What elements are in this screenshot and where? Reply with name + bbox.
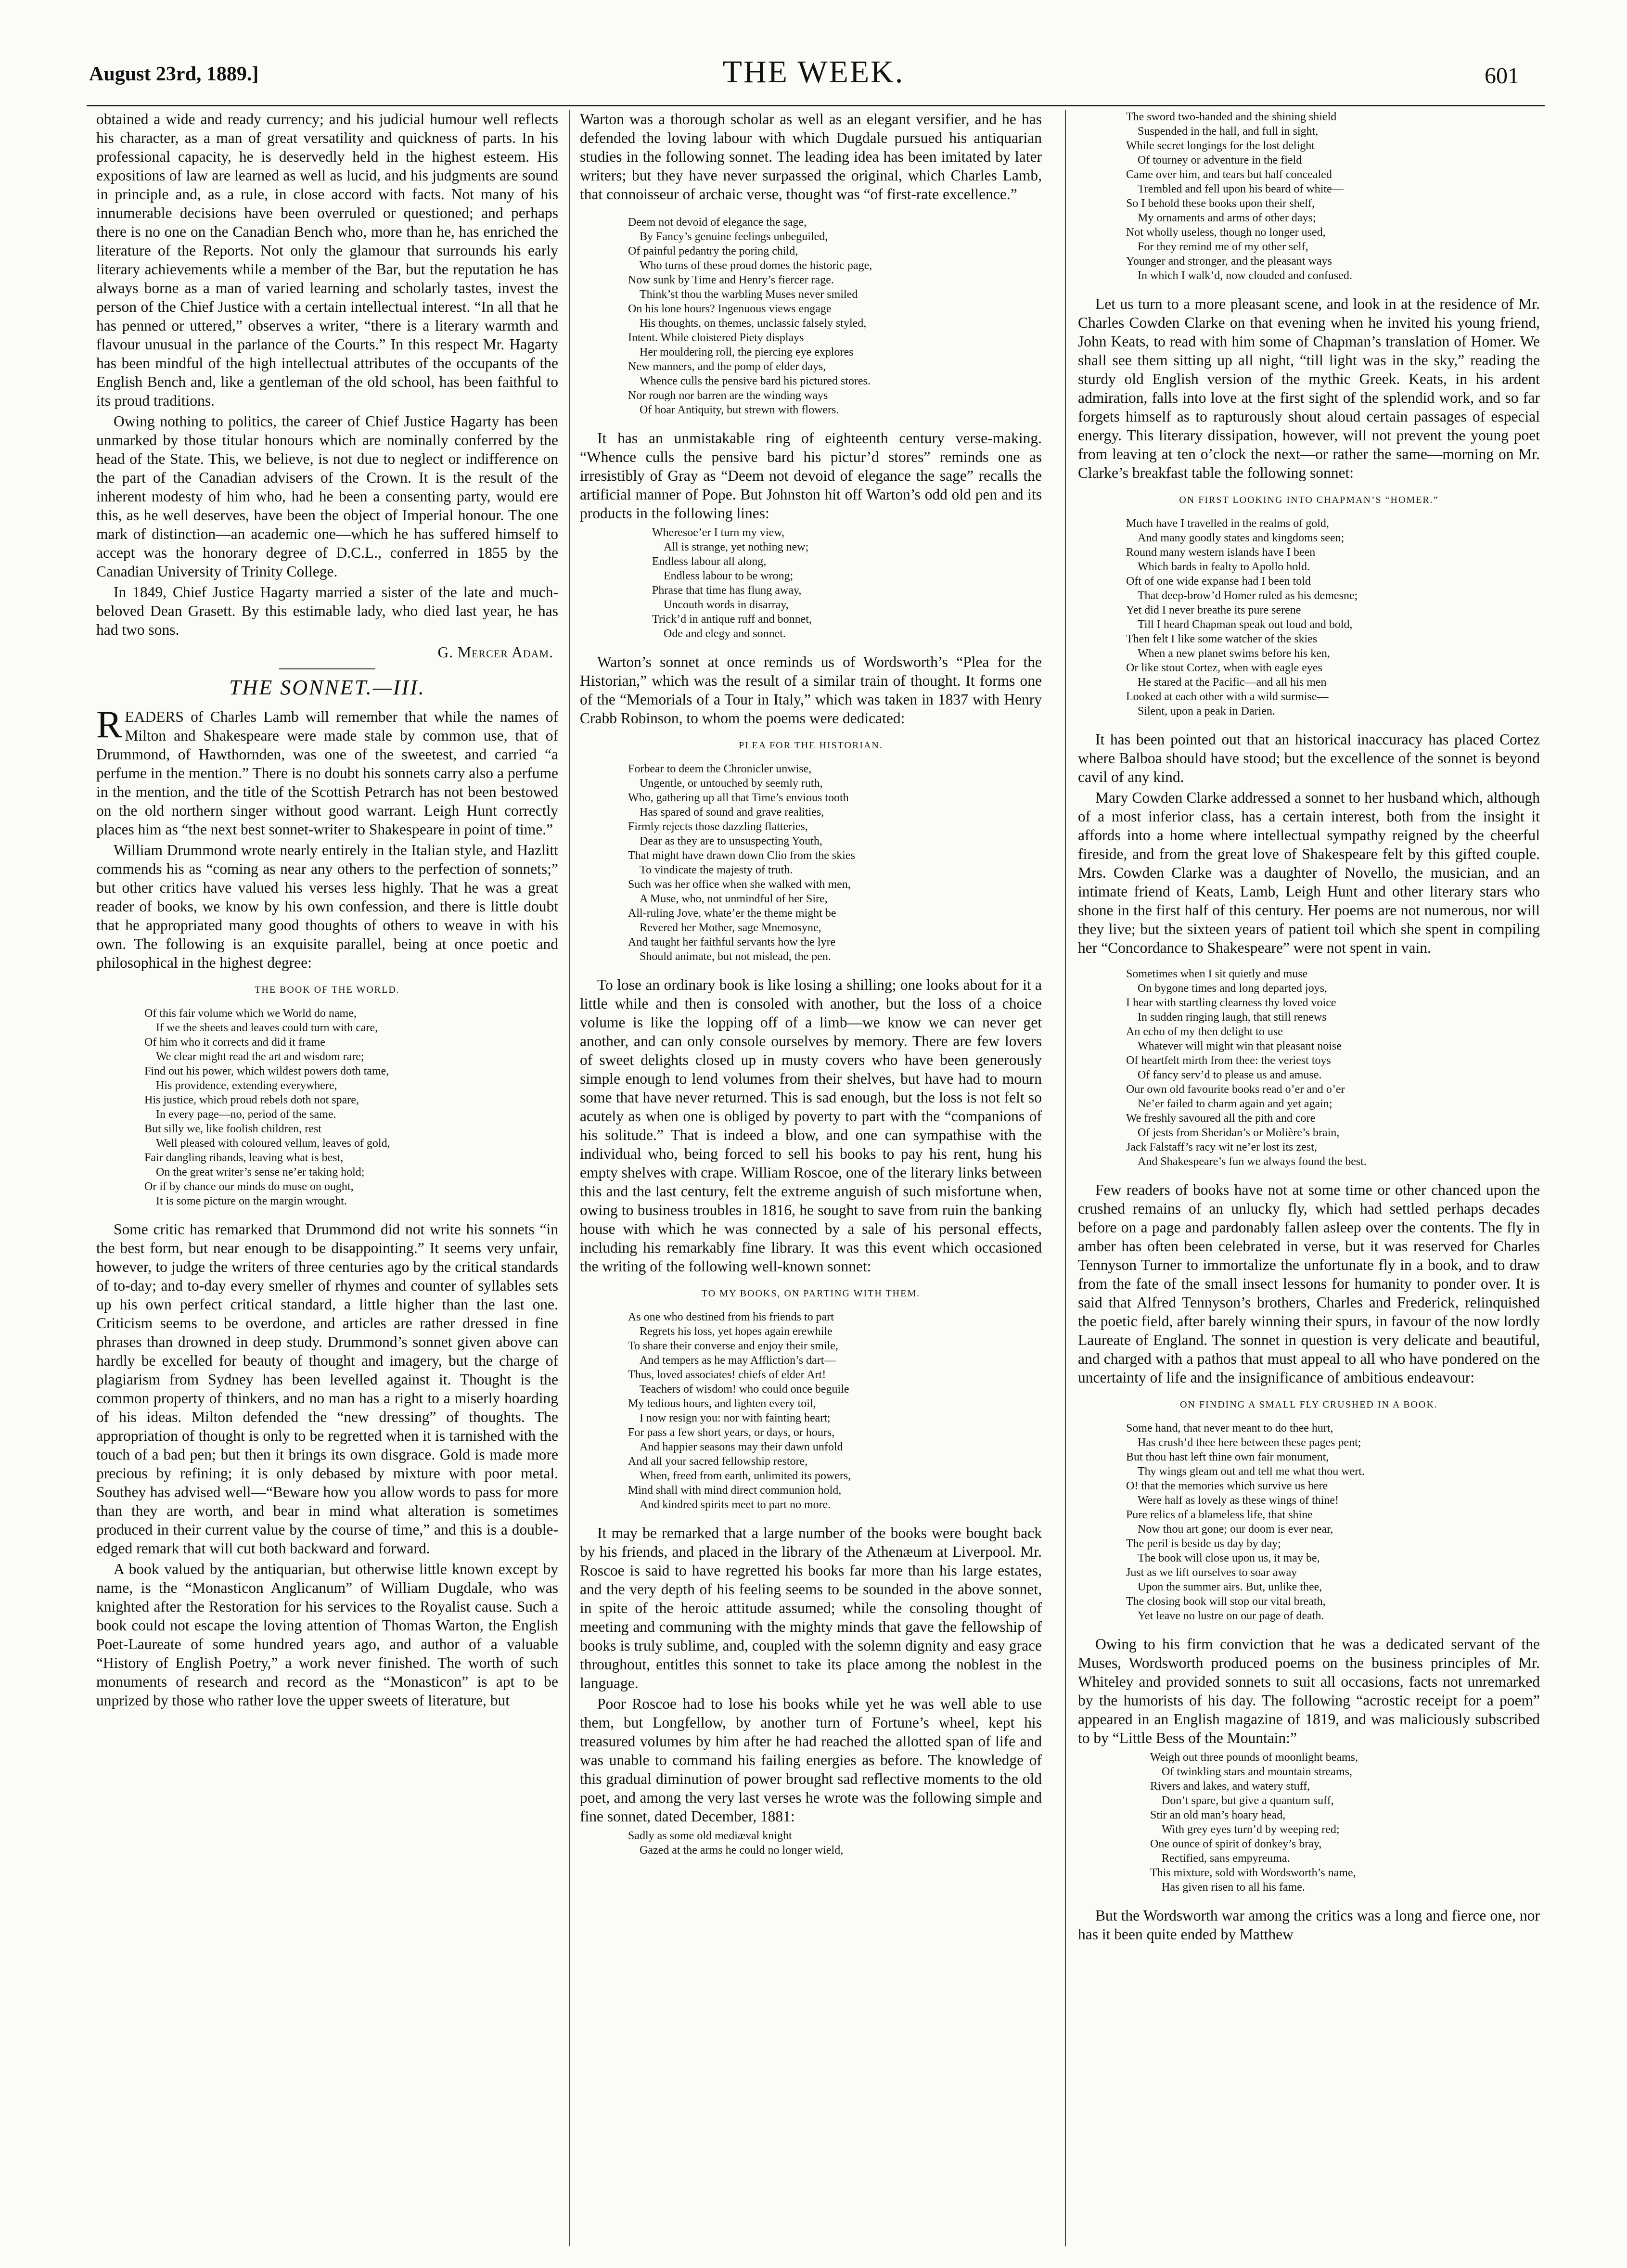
poem-line: And taught her faithful servants how the lyre bbox=[628, 936, 836, 948]
poem-line: Of heartfelt mirth from thee: the veriest toys bbox=[1126, 1054, 1331, 1067]
poem-line: All is strange, yet nothing new; bbox=[664, 541, 809, 553]
paragraph: It has been pointed out that an historical inaccuracy has placed Cortez where Balboa should have stood; but the excellence of the sonnet is beyond cavil of any kind. bbox=[1078, 731, 1540, 785]
poem-line: Till I heard Chapman speak out loud and bold, bbox=[1138, 618, 1353, 631]
poem bbox=[628, 1829, 1042, 1858]
paragraph: Poor Roscoe had to lose his books while yet he was well able to use them, but Longfellow, by another turn of Fortune’s wheel, kept his treasured volumes by him after he had reached the allotted span of life and was unable to command his failing energies as before. The knowledge of this gradual diminution of power brought sad reflective moments to the old poet, and among the very last verses he wrote was the following simple and fine sonnet, dated December, 1881: bbox=[580, 1695, 1042, 1825]
poem-line: My ornaments and arms of other days; bbox=[1138, 212, 1316, 224]
paragraph: Owing to his firm conviction that he was a dedicated servant of the Muses, Wordsworth produced poems on the business principles of Mr. Whiteley and provided sonnets to suit all occasions, facts not unremarked by the humorists of his day. The following “acrostic receipt for a poem” appeared in an English magazine of 1819, and was maliciously subscribed to by “Little Bess of the Mountain:” bbox=[1078, 1636, 1540, 1746]
poem-line: Younger and stronger, and the pleasant ways bbox=[1126, 255, 1332, 268]
poem-line: For they remind me of my other self, bbox=[1138, 241, 1308, 253]
poem-line: The peril is beside us day by day; bbox=[1126, 1538, 1281, 1550]
poem-line: Her mouldering roll, the piercing eye explores bbox=[640, 346, 854, 359]
poem-line: His providence, extending everywhere, bbox=[156, 1079, 337, 1092]
poem-line: Silent, upon a peak in Darien. bbox=[1138, 705, 1275, 718]
poem-line: Round many western islands have I been bbox=[1126, 546, 1316, 559]
poem-line: Suspended in the hall, and full in sight, bbox=[1138, 125, 1319, 138]
poem-line: His justice, which proud rebels doth not spare, bbox=[144, 1094, 359, 1106]
poem-line: An echo of my then delight to use bbox=[1126, 1025, 1283, 1038]
poem-line: Or like stout Cortez, when with eagle eyes bbox=[1126, 662, 1322, 674]
poem-line: And many goodly states and kingdoms seen; bbox=[1138, 532, 1345, 544]
poem-line: With grey eyes turn’d by weeping red; bbox=[1162, 1823, 1340, 1836]
poem-line: We clear might read the art and wisdom rare; bbox=[156, 1051, 364, 1063]
poem-line: Trembled and fell upon his beard of white— bbox=[1138, 183, 1344, 195]
poem-line: Forbear to deem the Chronicler unwise, bbox=[628, 763, 812, 775]
poem-line: For pass a few short years, or days, or hours, bbox=[628, 1426, 835, 1439]
poem-line: While secret longings for the lost delight bbox=[1126, 140, 1315, 152]
poem-line: Uncouth words in disarray, bbox=[664, 599, 789, 611]
poem-line: Of jests from Sheridan’s or Molière’s brain, bbox=[1138, 1127, 1340, 1139]
poem-line: Looked at each other with a wild surmise— bbox=[1126, 691, 1329, 703]
poem bbox=[628, 215, 1042, 417]
column-1 bbox=[96, 110, 558, 2256]
poem-line: Find out his power, which wildest powers doth tame, bbox=[144, 1065, 389, 1077]
poem-line: A Muse, who, not unmindful of her Sire, bbox=[640, 893, 828, 905]
author-signature: G. Mercer Adam. bbox=[437, 644, 553, 661]
poem-line: Phrase that time has flung away, bbox=[652, 584, 802, 597]
poem-line: So I behold these books upon their shelf, bbox=[1126, 197, 1315, 210]
poem-line: Not wholly useless, though no longer used, bbox=[1126, 226, 1326, 239]
poem-line: Ungentle, or untouched by seemly ruth, bbox=[640, 777, 823, 790]
poem-line: And Shakespeare’s fun we always found the best. bbox=[1138, 1155, 1367, 1168]
poem-line: Thy wings gleam out and tell me what thou wert. bbox=[1138, 1465, 1365, 1478]
poem-line: Of painful pedantry the poring child, bbox=[628, 245, 798, 257]
poem-line: I hear with startling clearness thy loved voice bbox=[1126, 997, 1336, 1009]
poem-line: Well pleased with coloured vellum, leaves of gold, bbox=[156, 1137, 390, 1150]
paragraph: William Drummond wrote nearly entirely in the Italian style, and Hazlitt commends his as “coming as near any others to the perfection of sonnets;” but other critics have valued his verses less highly. That he was a great reader of books, we know by his own confession, and there is little doubt that he appropriated many good thoughts of others to weave in with his own. The following is an exquisite parallel, being at once poetic and philosophical in the highest degree: bbox=[96, 842, 558, 971]
poem-line: And tempers as he may Affliction’s dart— bbox=[640, 1354, 836, 1367]
poem-line: Ne’er failed to charm again and yet again; bbox=[1138, 1098, 1332, 1110]
poem-line: Rivers and lakes, and watery stuff, bbox=[1150, 1780, 1310, 1793]
column-3 bbox=[1078, 110, 1540, 2256]
poem-line: When, freed from earth, unlimited its powers, bbox=[640, 1470, 851, 1482]
poem-line: Some hand, that never meant to do thee hurt, bbox=[1126, 1422, 1333, 1435]
poem-line: Teachers of wisdom! who could once beguile bbox=[640, 1383, 849, 1396]
poem-line: But silly we, like foolish children, rest bbox=[144, 1123, 321, 1135]
poem-line: As one who destined from his friends to part bbox=[628, 1311, 834, 1323]
column-divider bbox=[1065, 110, 1066, 2246]
poem bbox=[628, 1310, 1042, 1512]
poem-line: Whence culls the pensive bard his pictured stores. bbox=[640, 375, 871, 387]
poem-title: ON FIRST LOOKING INTO CHAPMAN’S “HOMER.” bbox=[1179, 495, 1439, 505]
poem-line: Who turns of these proud domes the historic page, bbox=[640, 259, 872, 272]
poem-line: One ounce of spirit of donkey’s bray, bbox=[1150, 1838, 1322, 1850]
poem-line: Sadly as some old mediæval knight bbox=[628, 1830, 792, 1842]
poem bbox=[628, 762, 1042, 964]
poem-line: Intent. While cloistered Piety displays bbox=[628, 332, 804, 344]
poem-line: Regrets his loss, yet hopes again erewhile bbox=[640, 1325, 833, 1338]
poem-line: Endless labour to be wrong; bbox=[664, 570, 794, 582]
poem-line: I now resign you: nor with fainting heart; bbox=[640, 1412, 831, 1424]
poem-line: Nor rough nor barren are the winding ways bbox=[628, 389, 828, 402]
poem-line: The sword two-handed and the shining shield bbox=[1126, 111, 1337, 123]
poem-line: Then felt I like some watcher of the skies bbox=[1126, 633, 1318, 645]
poem-line: Stir an old man’s hoary head, bbox=[1150, 1809, 1286, 1821]
paragraph: To lose an ordinary book is like losing a shilling; one looks about for it a little while and then is consoled with another, but the loss of a choice volume is like the lopping off of a limb—we know we can never get another, and can only console ourselves by memory. There are few lovers of sweet delights closed up in musty covers who have been generously simple enough to lend volumes from their shelves, but have had to mourn some that have never returned. This is sad enough, but the loss is not felt so acutely as when one is obliged by poverty to part with the “companions of his solitude.” That is indeed a blow, and one can sympathise with the individual who, being forced to sell his books to pay his rent, hung his empty shelves with crape. William Roscoe, one of the literary links between this and the last century, felt the extreme anguish of such misfortune when, owing to business troubles in 1816, he sought to save from ruin the banking house with which he was connected by a sale of his personal effects, including his remarkably fine library. It was this event which occasioned the writing of the following well-known sonnet: bbox=[580, 976, 1042, 1275]
poem-line: Or if by chance our minds do muse on ought, bbox=[144, 1180, 354, 1193]
poem-title: ON FINDING A SMALL FLY CRUSHED IN A BOOK. bbox=[1180, 1399, 1438, 1410]
poem-line: Much have I travelled in the realms of gold, bbox=[1126, 517, 1329, 530]
poem-line: Revered her Mother, sage Mnemosyne, bbox=[640, 922, 821, 934]
poem-line: And kindred spirits meet to part no more. bbox=[640, 1499, 831, 1511]
poem-line: Should animate, but not mislead, the pen. bbox=[640, 950, 831, 963]
poem-line: When a new planet swims before his ken, bbox=[1138, 647, 1330, 660]
paragraph: Mary Cowden Clarke addressed a sonnet to her husband which, although of a most inferior class, has a certain interest, both from the insight it affords into a home where intellectual sympathy reigned by the cheerful fireside, and from the great love of Shakespeare felt by this gifted couple. Mrs. Cowden Clarke was a daughter of Novello, the musician, and an intimate friend of Keats, Lamb, Leigh Hunt and other literary stars who shone in the first half of this century. Her poems are not numerous, nor will they live; but the sixteen years of patient toil which she spent in compiling her “Concordance to Shakespeare” were not spent in vain. bbox=[1078, 789, 1540, 956]
page-number: 601 bbox=[1485, 63, 1519, 89]
poem bbox=[1150, 1750, 1540, 1895]
poem-line: My tedious hours, and lighten every toil, bbox=[628, 1397, 816, 1410]
paragraph: Few readers of books have not at some time or other chanced upon the crushed remains of an unlucky fly, which had settled perhaps decades before on a page and pardonably fallen asleep over the contents. The fly in amber has often been celebrated in verse, but it was reserved for Charles Tennyson Turner to immortalize the unfortunate fly in a book, and to draw from the fate of the small insect lessons for humanity to ponder over. It is said that Alfred Tennyson’s brothers, Charles and Frederick, relinquished the poetic field, after barely winning their spurs, in favour of the now lordly Laureate of England. The sonnet in question is very delicate and beautiful, and charged with a pathos that must appeal to all who have pondered on the uncertainty of life and the insignificance of ambitious endeavour: bbox=[1078, 1181, 1540, 1386]
poem-line: That deep-brow’d Homer ruled as his demesne; bbox=[1138, 589, 1358, 602]
poem-line: Dear as they are to unsuspecting Youth, bbox=[640, 835, 822, 847]
poem-line: Of him who it corrects and did it frame bbox=[144, 1036, 325, 1049]
poem bbox=[1126, 1421, 1540, 1623]
poem-title: THE BOOK OF THE WORLD. bbox=[255, 985, 400, 995]
poem-line: Of twinkling stars and mountain streams, bbox=[1162, 1766, 1352, 1778]
poem-line: His thoughts, on themes, unclassic falsely styled, bbox=[640, 317, 867, 330]
poem-line: Of this fair volume which we World do name, bbox=[144, 1007, 357, 1020]
article-title: THE SONNET.—III. bbox=[229, 676, 425, 699]
paragraph: Warton’s sonnet at once reminds us of Wordsworth’s “Plea for the Historian,” which was the result of a similar train of thought. It forms one of the “Memorials of a Tour in Italy,” which was taken in 1837 with Henry Crabb Robinson, to whom the poems were dedicated: bbox=[580, 653, 1042, 727]
poem-line: Of tourney or adventure in the field bbox=[1138, 154, 1302, 167]
poem-line: Upon the summer airs. But, unlike thee, bbox=[1138, 1581, 1322, 1593]
paragraph: But the Wordsworth war among the critics was a long and fierce one, nor has it been quite ended by Matthew bbox=[1078, 1907, 1540, 1943]
poem-line: Which bards in fealty to Apollo hold. bbox=[1138, 561, 1310, 573]
paragraph: READERS of Charles Lamb will remember that while the names of Milton and Shakespeare were made stale by common use, that of Drummond, of Hawthornden, was one of the sweetest, and carried “a perfume in the mention.” There is no doubt his sonnets carry also a perfume in the mention, and the title of the Scottish Petrarch has not been bestowed on the old northern singer without good warrant. Leigh Hunt correctly places him as “the next best sonnet-writer to Shakespeare in point of time.” bbox=[96, 704, 558, 838]
poem-line: Came over him, and tears but half concealed bbox=[1126, 168, 1332, 181]
poem-line: Firmly rejects those dazzling flatteries, bbox=[628, 820, 808, 833]
paragraph: obtained a wide and ready currency; and his judicial humour well reflects his character, as a man of great versatility and quickness of parts. In his professional capacity, he is deservedly held in the highest esteem. His expositions of law are learned as well as lucid, and his judgments are sound in principle and, as a rule, in close accord with facts. Not many of his innumerable decisions have been overruled or questioned; and perhaps there is no one on the Canadian Bench who, more than he, has enriched the literature of the Reports. Not only the glamour that surrounds his early literary achievements while a member of the Bar, but the reputation he has always borne as a man of varied learning and scholarly tastes, invest the person of the Chief Justice with a certain intellectual interest. “In all that he has penned or uttered,” observes a writer, “there is a literary warmth and flavour unusual in the parlance of the Courts.” In this respect Mr. Hagarty has been mindful of the high intellectual attributes of the occupants of the English Bench and, like a gentleman of the old school, has been faithful to its proud traditions. bbox=[96, 111, 558, 409]
poem-line: Mind shall with mind direct communion hold, bbox=[628, 1484, 842, 1497]
poem bbox=[144, 1006, 558, 1208]
poem-line: On his lone hours? Ingenuous views engage bbox=[628, 303, 832, 315]
paragraph: Owing nothing to politics, the career of Chief Justice Hagarty has been unmarked by those titular honours which are nominally conferred by the head of the State. This, we believe, is not due to neglect or indifference on the part of the Canadian advisers of the Crown. It is the result of the inherent modesty of him who, had he been a consenting party, would ere this, as he well deserves, have been the object of Imperial honour. The one mark of distinction—an academic one—which he has suffered himself to accept was the honorary degree of D.C.L., conferred in 1855 by the Canadian University of Trinity College. bbox=[96, 413, 558, 580]
header-rule bbox=[87, 105, 1545, 106]
poem-line: Endless labour all along, bbox=[652, 555, 767, 568]
poem bbox=[1126, 516, 1540, 718]
column-2 bbox=[580, 110, 1042, 2256]
poem-line: The book will close upon us, it may be, bbox=[1138, 1552, 1320, 1564]
poem-line: Yet leave no lustre on our page of death. bbox=[1138, 1610, 1324, 1622]
poem-line: Think’st thou the warbling Muses never smiled bbox=[640, 288, 858, 301]
poem-line: But thou hast left thine own fair monument, bbox=[1126, 1451, 1329, 1463]
column-divider bbox=[569, 110, 570, 2246]
paragraph: Let us turn to a more pleasant scene, and look in at the residence of Mr. Charles Cowden Clarke on that evening when he invited his young friend, John Keats, to read with him some of Chapman’s translation of Homer. We shall see them sitting up all night, “till light was in the sky,” reading the sturdy old English version of the mythic Greek. Keats, in his ardent admiration, falls into love at the first sight of the splendid work, and so far forgets himself as to rapturously shout aloud certain passages of especial energy. This literary dissipation, however, will not prevent the young poet from leaving at ten o’clock the next—or rather the same—morning on Mr. Clarke’s breakfast table the following sonnet: bbox=[1078, 295, 1540, 481]
poem-line: It is some picture on the margin wrought. bbox=[156, 1195, 347, 1207]
poem-line: Were half as lovely as these wings of thine! bbox=[1138, 1494, 1339, 1507]
poem-line: Ode and elegy and sonnet. bbox=[664, 628, 786, 640]
poem-line: Has crush’d thee here between these pages pent; bbox=[1138, 1436, 1361, 1449]
poem-line: Just as we lift ourselves to soar away bbox=[1126, 1566, 1297, 1579]
poem-line: Now thou art gone; our doom is ever near, bbox=[1138, 1523, 1333, 1536]
poem-line: In which I walk’d, now clouded and confused. bbox=[1138, 269, 1352, 282]
poem-line: To vindicate the majesty of truth. bbox=[640, 864, 793, 876]
poem-line: And all your sacred fellowship restore, bbox=[628, 1455, 808, 1468]
poem-line: The closing book will stop our vital breath, bbox=[1126, 1595, 1326, 1608]
poem-line: Trick’d in antique ruff and bonnet, bbox=[652, 613, 812, 626]
paragraph: It has an unmistakable ring of eighteenth century verse-making. “Whence culls the pensive bard his pictur’d stores” reminds one as irresistibly of Gray as “Deem not devoid of elegance the sage” recalls the artificial manner of Pope. But Johnston hit off Warton’s odd old pen and its products in the following lines: bbox=[580, 430, 1042, 522]
poem-line: All-ruling Jove, whate’er the theme might be bbox=[628, 907, 836, 920]
paragraph: In 1849, Chief Justice Hagarty married a sister of the late and much-beloved Dean Grasett. By this estimable lady, who died last year, he has had two sons. bbox=[96, 584, 558, 638]
paragraph: Warton was a thorough scholar as well as an elegant versifier, and he has defended the loving labour with which Dugdale pursued his antiquarian studies in the following sonnet. The leading idea has been imitated by later writers; but they have never surpassed the original, which Charles Lamb, that connoisseur of archaic verse, thought was “of first-rate excellence.” bbox=[580, 111, 1042, 203]
poem bbox=[1126, 110, 1540, 283]
paragraph: Some critic has remarked that Drummond did not write his sonnets “in the best form, but near enough to be disappointing.” It seems very unfair, however, to judge the writers of three centuries ago by the critical standards of to-day; and to-day every smeller of rhymes and counter of syllables sets up his own perfect critical standard, a little higher than the last one. Criticism seems to be overdone, and articles are rather dressed in fine phrases than drowned in deep study. Drummond’s sonnet given above can hardly be excelled for beauty of thought and imagery, but the charge of plagiarism from Sydney has been levelled against it. Thought is the common property of thinkers, and no man has a right to a miserly hoarding of his ideas. Milton defended the “new dressing” of thoughts. The appropriation of thought is only to be regretted when it is tarnished with the touch of a bad pen; but then it brings its own disgrace. Gold is made more precious by refining; it is only debased by mixture with poor metal. Southey has advised well—“Beware how you allow words to pass for more than they are worth, and bear in mind what alteration is sometimes produced in their current value by the course of time,” and this is a double-edged remark that will cut both backward and forward. bbox=[96, 1221, 558, 1557]
poem bbox=[1126, 967, 1540, 1169]
poem-line: Our own old favourite books read o’er and o’er bbox=[1126, 1083, 1345, 1096]
poem-line: In every page—no, period of the same. bbox=[156, 1108, 336, 1121]
poem-line: On the great writer’s sense ne’er taking hold; bbox=[156, 1166, 365, 1179]
paragraph: It may be remarked that a large number of the books were bought back by his friends, and placed in the library of the Athenæum at Liverpool. Mr. Roscoe is said to have regretted his books far more than his large estates, and the very depth of his feeling seems to be sounded in the above sonnet, in spite of the heroic attitude assumed; while the consoling thought of meeting and communing with the mighty minds that gave the fellowship of books is truly sublime, and, coupled with the solemn dignity and easy grace throughout, entitles this sonnet to take its place among the noblest in the language. bbox=[580, 1525, 1042, 1691]
poem-line: Now sunk by Time and Henry’s fiercer rage. bbox=[628, 274, 834, 286]
poem-line: Who, gathering up all that Time’s envious tooth bbox=[628, 792, 849, 804]
paragraph: A book valued by the antiquarian, but otherwise little known except by name, is the “Monasticon Anglicanum” of William Dugdale, who was knighted after the Restoration for his services to the Royalist cause. Such a book could not escape the loving attention of Thomas Warton, the English Poet-Laureate of some hundred years ago, and author of a valuable “History of English Poetry,” a work never finished. The worth of such monuments of research and record as the “Monasticon” is apt to be unprized by those who rather love the upper sweets of literature, but bbox=[96, 1561, 558, 1709]
poem-line: To share their converse and enjoy their smile, bbox=[628, 1340, 838, 1352]
issue-date: August 23rd, 1889.] bbox=[89, 63, 259, 85]
poem-line: Thus, loved associates! chiefs of elder Art! bbox=[628, 1369, 826, 1381]
poem-line: Fair dangling ribands, leaving what is best, bbox=[144, 1152, 344, 1164]
poem-line: And happier seasons may their dawn unfold bbox=[640, 1441, 843, 1453]
poem-line: Don’t spare, but give a quantum suff, bbox=[1162, 1794, 1334, 1807]
poem-line: Oft of one wide expanse had I been told bbox=[1126, 575, 1311, 588]
poem-line: Rectified, sans empyreuma. bbox=[1162, 1852, 1290, 1865]
poem-line: New manners, and the pomp of elder days, bbox=[628, 360, 826, 373]
poem-line: Yet did I never breathe its pure serene bbox=[1126, 604, 1301, 616]
poem-line: Of hoar Antiquity, but strewn with flowers. bbox=[640, 404, 839, 416]
poem-line: In sudden ringing laugh, that still renews bbox=[1138, 1011, 1327, 1024]
poem-line: Of fancy serv’d to please us and amuse. bbox=[1138, 1069, 1322, 1081]
poem-line: Wheresoe’er I turn my view, bbox=[652, 526, 784, 539]
poem-line: Jack Falstaff’s racy wit ne’er lost its zest, bbox=[1126, 1141, 1317, 1153]
poem bbox=[652, 525, 1042, 641]
poem-line: Whatever will might win that pleasant noise bbox=[1138, 1040, 1342, 1052]
poem-line: He stared at the Pacific—and all his men bbox=[1138, 676, 1327, 689]
section-rule bbox=[279, 668, 375, 669]
poem-line: Sometimes when I sit quietly and muse bbox=[1126, 968, 1308, 980]
poem-line: Such was her office when she walked with men, bbox=[628, 878, 851, 891]
poem-line: O! that the memories which survive us here bbox=[1126, 1480, 1328, 1492]
poem-line: This mixture, sold with Wordsworth’s name, bbox=[1150, 1867, 1356, 1879]
poem-title: TO MY BOOKS, ON PARTING WITH THEM. bbox=[701, 1288, 921, 1299]
poem-line: Pure relics of a blameless life, that shine bbox=[1126, 1509, 1313, 1521]
poem-line: If we the sheets and leaves could turn with care, bbox=[156, 1022, 378, 1034]
poem-line: Has given risen to all his fame. bbox=[1162, 1881, 1305, 1894]
poem-line: Deem not devoid of elegance the sage, bbox=[628, 216, 807, 229]
poem-line: Weigh out three pounds of moonlight beams, bbox=[1150, 1751, 1358, 1764]
poem-line: That might have drawn down Clio from the skies bbox=[628, 849, 855, 862]
poem-line: We freshly savoured all the pith and core bbox=[1126, 1112, 1316, 1125]
poem-line: On bygone times and long departed joys, bbox=[1138, 982, 1327, 995]
masthead-title: THE WEEK. bbox=[722, 54, 905, 90]
poem-line: Has spared of sound and grave realities, bbox=[640, 806, 824, 819]
poem-line: By Fancy’s genuine feelings unbeguiled, bbox=[640, 231, 828, 243]
poem-line: Gazed at the arms he could no longer wield, bbox=[640, 1844, 844, 1857]
poem-title: PLEA FOR THE HISTORIAN. bbox=[739, 740, 883, 751]
